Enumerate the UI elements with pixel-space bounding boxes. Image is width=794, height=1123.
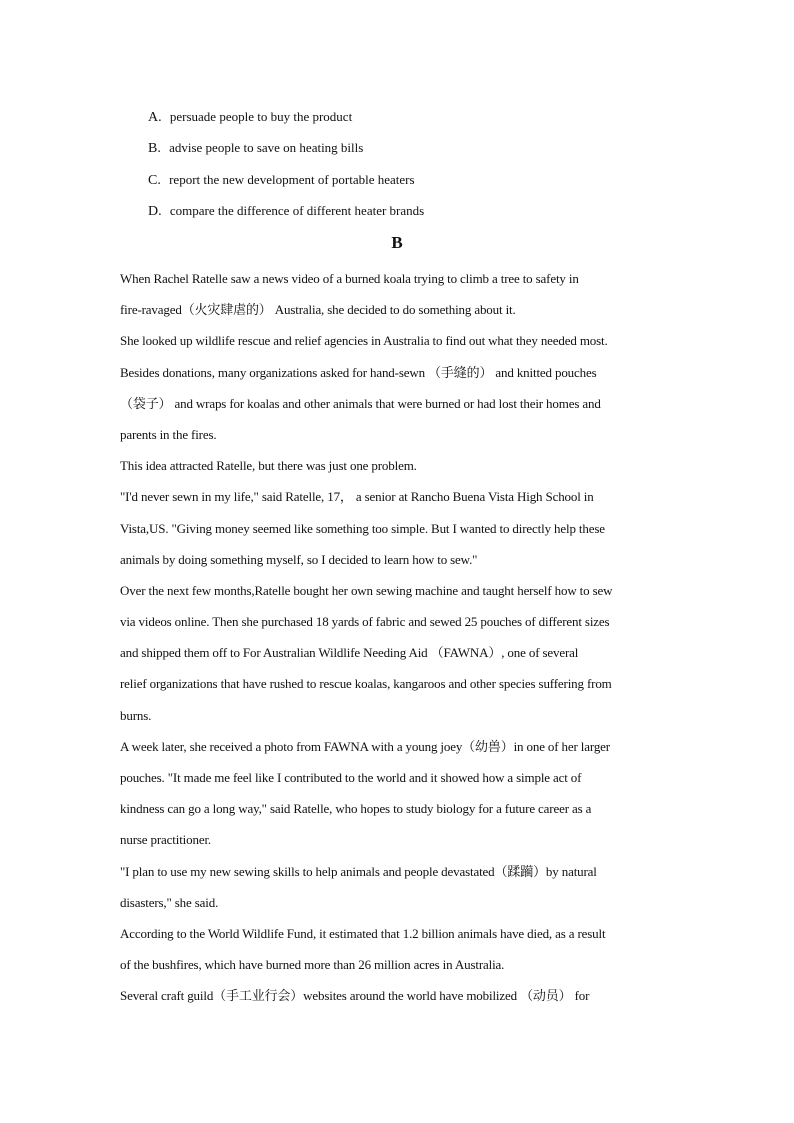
option-a [148, 101, 708, 132]
option-text: report the new development of portable heaters [169, 171, 415, 187]
section-heading: B [391, 233, 403, 252]
article-line: "I'd never sewn in my life," said Ratelle, 17， a senior at Rancho Buena Vista High School in [120, 489, 594, 505]
answer-options [148, 101, 708, 226]
option-b [148, 132, 708, 163]
article-line: kindness can go a long way," said Ratelle, who hopes to study biology for a future career as a [120, 801, 592, 817]
article-line: Besides donations, many organizations asked for hand-sewn （手缝的） and knitted pouches [120, 364, 597, 380]
option-text: advise people to save on heating bills [169, 140, 364, 156]
option-letter: D. [148, 203, 162, 219]
article-line: "I plan to use my new sewing skills to help animals and people devastated（蹂躏）by natural [120, 863, 597, 879]
article-body [120, 263, 676, 1012]
option-text: persuade people to buy the product [169, 109, 353, 124]
article-line: disasters," she said. [120, 894, 219, 910]
article-line: She looked up wildlife rescue and relief agencies in Australia to find out what they needed most. [120, 333, 608, 349]
option-text: compare the difference of different heater brands [169, 202, 425, 218]
article-line: Over the next few months,Ratelle bought her own sewing machine and taught herself how to sew [120, 582, 613, 598]
article-line: A week later, she received a photo from FAWNA with a young joey（幼兽）in one of her larger [120, 738, 610, 754]
article-line: pouches. "It made me feel like I contributed to the world and it showed how a simple act of [120, 770, 582, 785]
option-d [148, 195, 708, 226]
article-line: Vista,US. "Giving money seemed like something too simple. But I wanted to directly help these [120, 520, 605, 536]
article-line: fire-ravaged（火灾肆虐的） Australia, she decided to do something about it. [120, 302, 516, 318]
article-line: According to the World Wildlife Fund, it estimated that 1.2 billion animals have died, as a result [120, 925, 606, 941]
option-letter: A. [148, 110, 162, 125]
article-line: Several craft guild（手工业行会）websites around the world have mobilized （动员） for [120, 988, 590, 1004]
article-line: relief organizations that have rushed to rescue koalas, kangaroos and other species suffering from [120, 676, 612, 692]
article-line: （袋子） and wraps for koalas and other animals that were burned or had lost their homes and [120, 395, 601, 411]
article-line: parents in the fires. [120, 426, 217, 442]
article-line: of the bushfires, which have burned more than 26 million acres in Australia. [120, 957, 505, 973]
article-line: animals by doing something myself, so I decided to learn how to sew." [120, 551, 478, 567]
article-line: and shipped them off to For Australian Wildlife Needing Aid （FAWNA）, one of several [120, 645, 579, 661]
option-letter: B. [148, 141, 161, 157]
article-line: When Rachel Ratelle saw a news video of a burned koala trying to climb a tree to safety in [120, 271, 579, 286]
article-line: via videos online. Then she purchased 18 yards of fabric and sewed 25 pouches of different sizes [120, 614, 610, 630]
article-line: nurse practitioner. [120, 832, 212, 848]
option-letter: C. [148, 172, 161, 188]
article-line: burns. [120, 707, 152, 723]
article-line: This idea attracted Ratelle, but there was just one problem. [120, 458, 417, 474]
option-c [148, 164, 708, 195]
